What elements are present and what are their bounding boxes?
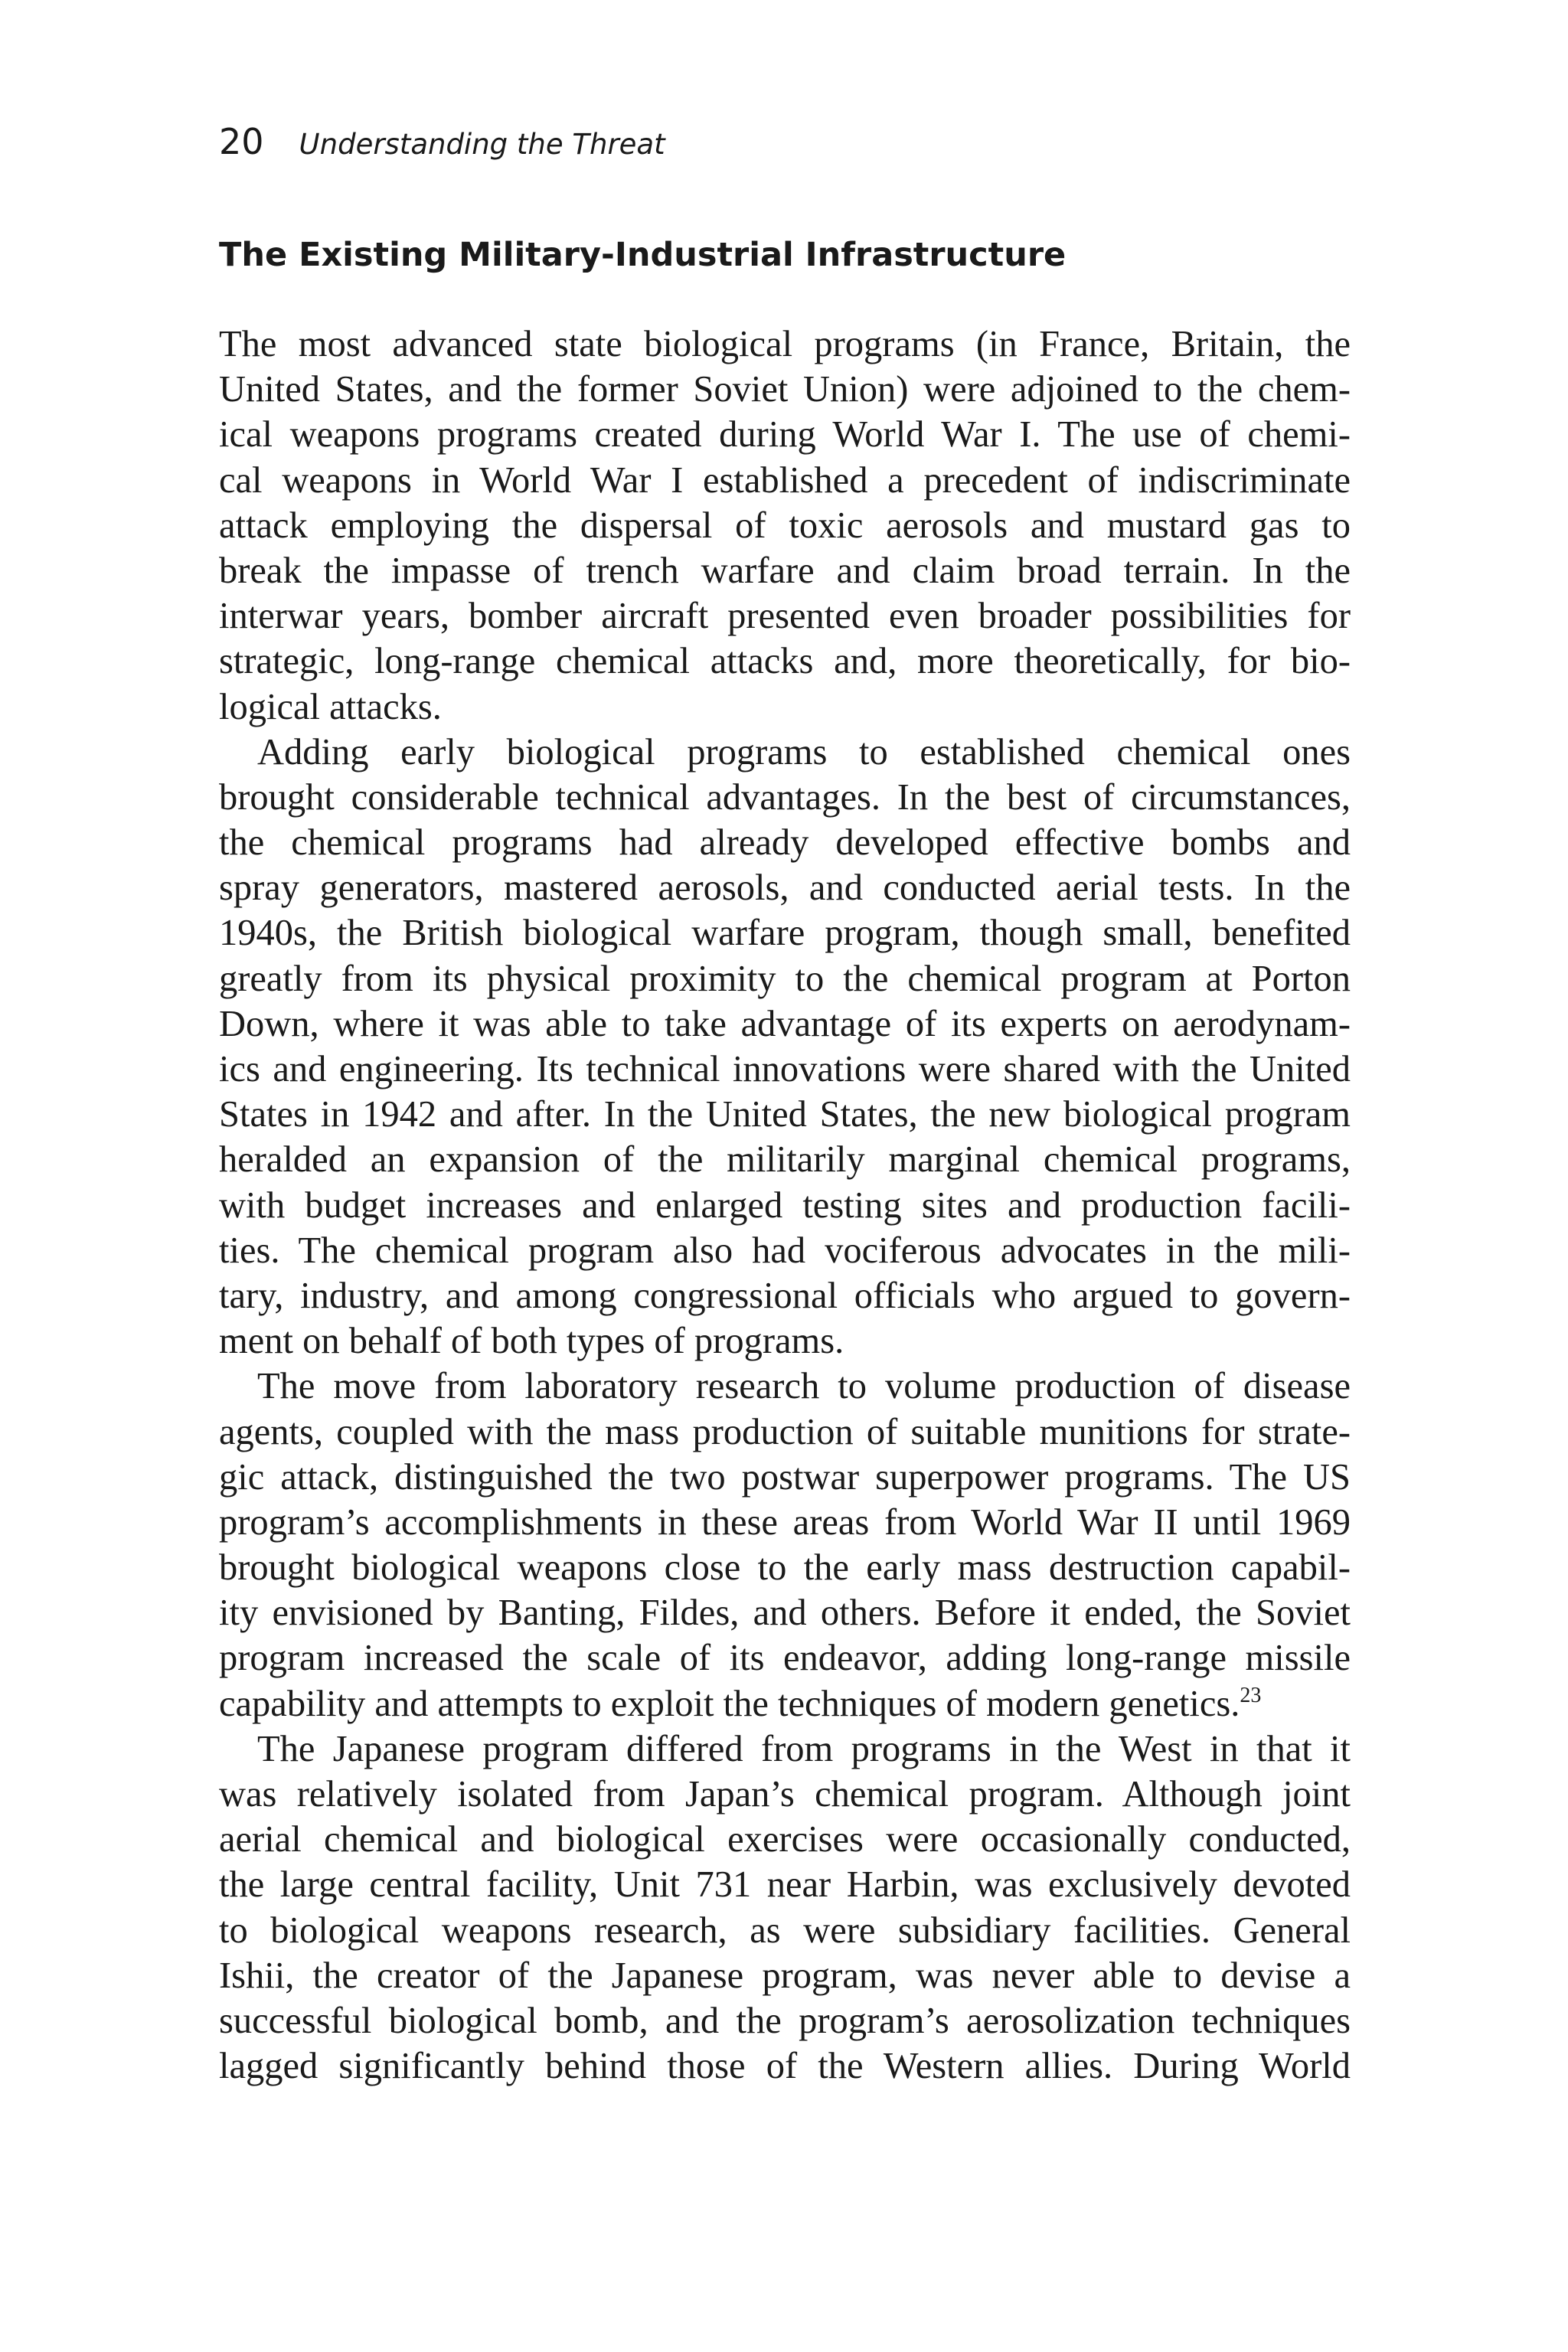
text-line-with-footnote	[219, 1681, 1351, 1726]
text-line: Adding early biological programs to established chemical ones	[257, 731, 1351, 773]
page-number: 20	[219, 121, 264, 162]
text-line: successful biological bomb, and the program’s aerosolization techniques	[219, 2000, 1351, 2041]
text-line: strategic, long-range chemical attacks and, more theoretically, for bio-	[219, 641, 1351, 682]
text-line: the large central facility, Unit 731 near Harbin, was exclusively devoted	[219, 1864, 1351, 1906]
text-line: 1940s, the British biological warfare program, though small, benefited	[219, 913, 1351, 954]
running-title: Understanding the Threat	[299, 128, 665, 161]
text-line: States in 1942 and after. In the United States, the new biological program	[219, 1094, 1351, 1135]
text-line: The Japanese program differed from programs in the West in that it	[257, 1728, 1351, 1769]
text-line: attack employing the dispersal of toxic aerosols and mustard gas to	[219, 505, 1351, 546]
text-line: to biological weapons research, as were subsidiary facilities. General	[219, 1909, 1351, 1951]
section-heading: The Existing Military-Industrial Infrastructure	[219, 236, 1067, 274]
paragraph-3	[219, 1364, 1351, 1726]
text-line: The move from laboratory research to volume production of disease	[257, 1366, 1351, 1407]
text-line: brought biological weapons close to the early mass destruction capabil-	[219, 1547, 1351, 1589]
paragraph-1	[219, 322, 1351, 730]
text-line: The most advanced state biological programs (in France, Britain, the	[219, 324, 1351, 364]
footnote-reference: 23	[1240, 1683, 1262, 1707]
text-line-content: capability and attempts to exploit the techniques of modern genetics.	[219, 1683, 1240, 1724]
text-line: aerial chemical and biological exercises were occasionally conducted,	[219, 1819, 1351, 1860]
body-text	[219, 322, 1351, 2089]
text-line: ment on behalf of both types of programs.	[219, 1321, 844, 1362]
text-line: program’s accomplishments in these areas from World War II until 1969	[219, 1501, 1351, 1543]
running-head	[219, 121, 665, 170]
text-line: Down, where it was able to take advantage of its experts on aerodynam-	[219, 1003, 1351, 1044]
text-line: with budget increases and enlarged testing sites and production facili-	[219, 1184, 1351, 1226]
text-line: agents, coupled with the mass production of suitable munitions for strate-	[219, 1411, 1351, 1452]
paragraph-2	[219, 730, 1351, 1364]
text-line: the chemical programs had already developed effective bombs and	[219, 822, 1351, 864]
text-line: ity envisioned by Banting, Fildes, and others. Before it ended, the Soviet	[219, 1592, 1351, 1634]
text-line: heralded an expansion of the militarily marginal chemical programs,	[219, 1139, 1351, 1181]
text-line: ics and engineering. Its technical innovations were shared with the United	[219, 1049, 1351, 1089]
text-line: program increased the scale of its endeavor, adding long-range missile	[219, 1638, 1351, 1679]
text-line: logical attacks.	[219, 686, 442, 727]
text-line: break the impasse of trench warfare and claim broad terrain. In the	[219, 550, 1351, 591]
paragraph-4	[219, 1726, 1351, 2089]
text-line: was relatively isolated from Japan’s chemical program. Although joint	[219, 1774, 1351, 1815]
text-line: United States, and the former Soviet Union) were adjoined to the chem-	[219, 369, 1351, 410]
text-line: tary, industry, and among congressional officials who argued to govern-	[219, 1275, 1351, 1316]
text-line: interwar years, bomber aircraft presented even broader possibilities for	[219, 596, 1351, 637]
text-line: Ishii, the creator of the Japanese program, was never able to devise a	[219, 1955, 1351, 1996]
text-line: lagged significantly behind those of the Western allies. During World	[219, 2046, 1351, 2087]
text-line: cal weapons in World War I established a precedent of indiscriminate	[219, 459, 1351, 501]
text-line: greatly from its physical proximity to the chemical program at Porton	[219, 958, 1351, 999]
text-line: gic attack, distinguished the two postwar superpower programs. The US	[219, 1456, 1351, 1498]
text-line: spray generators, mastered aerosols, and conducted aerial tests. In the	[219, 867, 1351, 909]
text-line: ical weapons programs created during World War I. The use of chemi-	[219, 414, 1351, 456]
text-line: brought considerable technical advantages. In the best of circumstances,	[219, 776, 1351, 818]
text-line: ties. The chemical program also had vociferous advocates in the mili-	[219, 1230, 1351, 1271]
